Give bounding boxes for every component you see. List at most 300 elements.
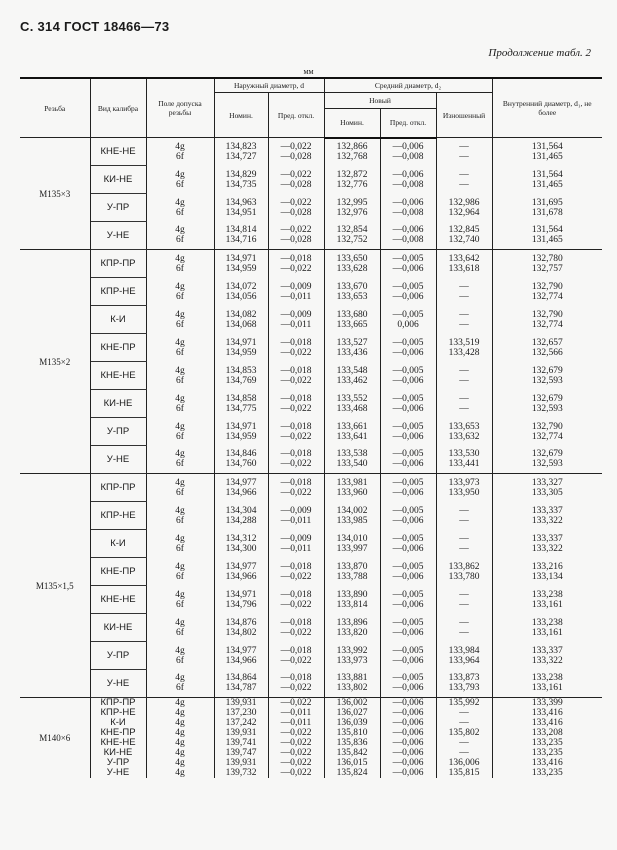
value: 133,642 — [448, 253, 480, 264]
value: —0,006 — [392, 459, 424, 470]
worn-cell — [436, 278, 492, 306]
value: 133,552 — [336, 393, 368, 404]
gauge-type-cell: КПР-ПР — [90, 474, 146, 502]
value: 133,216 — [531, 561, 563, 572]
value: 133,548 — [336, 365, 368, 376]
value: —0,018 — [280, 477, 312, 488]
value: —0,006 — [392, 515, 424, 526]
pitch-dev-cell — [380, 194, 436, 222]
pitch-nom-cell — [324, 390, 380, 418]
gauge-type-cell: К-И — [90, 530, 146, 558]
pitch-nom-cell: 135,842 — [324, 748, 380, 758]
outer-nom-cell: 139,931 — [214, 758, 268, 768]
header-pitch-diameter: Средний диаметр, d₂ — [324, 78, 492, 93]
value: 134,963 — [225, 197, 257, 208]
value: 133,881 — [336, 673, 368, 684]
value: — — [459, 599, 469, 610]
outer-nom-cell: 139,747 — [214, 748, 268, 758]
value: 134,971 — [225, 337, 257, 348]
value: 6f — [176, 515, 184, 526]
tolerance-cell — [146, 502, 214, 530]
value: 4g — [175, 505, 185, 516]
value: 131,564 — [531, 169, 563, 180]
value: —0,005 — [392, 309, 424, 320]
value: 4g — [175, 309, 185, 320]
table-row — [20, 362, 602, 390]
value: —0,008 — [392, 207, 424, 218]
value: —0,006 — [392, 655, 424, 666]
inner-diameter-cell — [492, 474, 602, 502]
value: —0,005 — [392, 449, 424, 460]
inner-diameter-cell: 133,399 — [492, 698, 602, 709]
gauge-type-cell: У-ПР — [90, 418, 146, 446]
value: 131,465 — [531, 151, 563, 162]
value: 4g — [175, 365, 185, 376]
value: 4g — [175, 169, 185, 180]
outer-dev-cell — [268, 194, 324, 222]
value: 133,238 — [531, 617, 563, 628]
outer-dev-cell: —0,022 — [268, 758, 324, 768]
value: —0,006 — [392, 347, 424, 358]
value: —0,008 — [392, 152, 424, 162]
value: 132,679 — [531, 393, 563, 404]
outer-dev-cell — [268, 614, 324, 642]
gauge-type-cell: К-И — [90, 306, 146, 334]
value: 133,322 — [531, 515, 563, 526]
tolerance-cell: 4g — [146, 738, 214, 748]
value: 134,977 — [225, 561, 257, 572]
value: —0,022 — [280, 655, 312, 666]
value: —0,006 — [392, 627, 424, 638]
inner-diameter-cell — [492, 166, 602, 194]
value: 133,628 — [336, 263, 368, 274]
outer-dev-cell: —0,022 — [268, 728, 324, 738]
table-row — [20, 194, 602, 222]
table-row — [20, 306, 602, 334]
value: 6f — [176, 263, 184, 274]
value: 4g — [175, 421, 185, 432]
outer-nom-cell — [214, 502, 268, 530]
value: 132,790 — [531, 309, 563, 320]
value: 4g — [175, 393, 185, 404]
value: 6f — [176, 487, 184, 498]
inner-diameter-cell — [492, 334, 602, 362]
value: —0,018 — [280, 449, 312, 460]
value: 133,538 — [336, 449, 368, 460]
value: 133,428 — [448, 347, 480, 358]
gauge-type-cell: КНЕ-ПР — [90, 558, 146, 586]
value: —0,009 — [280, 309, 312, 320]
value: —0,018 — [280, 421, 312, 432]
tolerance-cell: 4g — [146, 708, 214, 718]
gauge-type-cell: КПР-НЕ — [100, 707, 136, 718]
outer-nom-cell — [214, 530, 268, 558]
table-row — [20, 614, 602, 642]
outer-nom-cell — [214, 390, 268, 418]
value: —0,005 — [392, 673, 424, 684]
pitch-dev-cell: —0,006 — [380, 758, 436, 768]
value: 132,593 — [531, 375, 563, 386]
value: 134,760 — [225, 459, 257, 470]
inner-diameter-cell — [492, 614, 602, 642]
value: 133,322 — [531, 655, 563, 666]
pitch-nom-cell — [324, 334, 380, 362]
gauge-type-cell: КИ-НЕ — [90, 166, 146, 194]
outer-nom-cell — [214, 334, 268, 362]
pitch-dev-cell — [380, 138, 436, 166]
worn-cell — [436, 194, 492, 222]
value: —0,022 — [280, 683, 312, 694]
inner-diameter-cell — [492, 558, 602, 586]
value: 134,735 — [225, 179, 257, 190]
value: —0,005 — [392, 393, 424, 404]
value: 133,890 — [336, 589, 368, 600]
inner-diameter-cell — [492, 586, 602, 614]
value: 133,530 — [448, 449, 480, 460]
worn-cell — [436, 138, 492, 166]
value: 131,465 — [531, 179, 563, 190]
worn-cell — [436, 614, 492, 642]
value: 133,670 — [336, 281, 368, 292]
value: 133,820 — [336, 627, 368, 638]
value: 6f — [176, 431, 184, 442]
gauge-type-cell: У-ПР — [90, 642, 146, 670]
value: —0,005 — [392, 477, 424, 488]
value: —0,005 — [392, 505, 424, 516]
value: —0,022 — [280, 375, 312, 386]
inner-diameter-cell: 133,235 — [492, 768, 602, 778]
value: 134,823 — [225, 141, 257, 152]
value: 6f — [176, 235, 184, 246]
tolerance-cell — [146, 334, 214, 362]
outer-dev-cell: —0,022 — [268, 768, 324, 778]
value: —0,022 — [280, 403, 312, 414]
gauge-type-cell: У-НЕ — [90, 222, 146, 250]
value: 132,995 — [336, 197, 368, 208]
pitch-dev-cell: —0,006 — [380, 768, 436, 778]
value: — — [459, 319, 469, 330]
value: — — [459, 617, 469, 628]
pitch-dev-cell: —0,006 — [380, 748, 436, 758]
value: 133,665 — [336, 319, 368, 330]
pitch-dev-cell — [380, 670, 436, 698]
outer-dev-cell: —0,011 — [268, 718, 324, 728]
value: 133,305 — [531, 487, 563, 498]
outer-nom-cell — [214, 278, 268, 306]
value: —0,009 — [280, 533, 312, 544]
inner-diameter-cell — [492, 446, 602, 474]
value: 134,814 — [225, 225, 257, 236]
table-row — [20, 708, 602, 718]
value: 134,312 — [225, 533, 257, 544]
worn-cell — [436, 530, 492, 558]
value: 133,238 — [531, 589, 563, 600]
value: 133,964 — [448, 655, 480, 666]
value: — — [459, 141, 469, 152]
tolerance-cell — [146, 446, 214, 474]
pitch-nom-cell: 136,027 — [324, 708, 380, 718]
value: 6f — [176, 151, 184, 162]
value: 131,465 — [531, 235, 563, 246]
pitch-dev-cell — [380, 642, 436, 670]
value: —0,006 — [392, 291, 424, 302]
inner-diameter-cell — [492, 194, 602, 222]
value: —0,006 — [392, 487, 424, 498]
gauge-type-cell: КПР-НЕ — [90, 502, 146, 530]
value: —0,028 — [280, 235, 312, 246]
tolerance-cell — [146, 614, 214, 642]
header-thread: Резьба — [20, 78, 90, 138]
value: 133,992 — [336, 645, 368, 656]
value: 134,959 — [225, 347, 257, 358]
pitch-nom-cell — [324, 194, 380, 222]
pitch-nom-cell — [324, 166, 380, 194]
gauge-dimensions-table — [20, 77, 602, 778]
value: —0,005 — [392, 645, 424, 656]
gauge-type-cell: КПР-НЕ — [90, 278, 146, 306]
pitch-dev-cell — [380, 390, 436, 418]
value: 133,680 — [336, 309, 368, 320]
value: 134,846 — [225, 449, 257, 460]
value: 134,304 — [225, 505, 257, 516]
value: 133,618 — [448, 263, 480, 274]
value: 134,977 — [225, 477, 257, 488]
thread-label: M135×3 — [20, 138, 90, 250]
thread-label: M135×2 — [20, 250, 90, 474]
tolerance-cell — [146, 306, 214, 334]
value: 132,790 — [531, 421, 563, 432]
units-label: мм — [303, 67, 314, 76]
pitch-nom-cell — [324, 614, 380, 642]
value: 134,072 — [225, 281, 257, 292]
pitch-dev-cell — [380, 558, 436, 586]
pitch-dev-cell — [380, 222, 436, 250]
value: —0,006 — [392, 142, 424, 152]
pitch-dev-cell — [380, 446, 436, 474]
thread-group — [20, 138, 602, 250]
outer-dev-cell — [268, 586, 324, 614]
outer-dev-cell — [268, 558, 324, 586]
inner-diameter-cell: 133,235 — [492, 748, 602, 758]
value: 134,802 — [225, 627, 257, 638]
value: 6f — [176, 375, 184, 386]
tolerance-cell — [146, 138, 214, 166]
outer-nom-cell — [214, 446, 268, 474]
pitch-dev-cell: —0,006 — [380, 708, 436, 718]
inner-diameter-cell — [492, 278, 602, 306]
value: —0,006 — [392, 543, 424, 554]
value: 133,984 — [448, 645, 480, 656]
tolerance-cell — [146, 642, 214, 670]
outer-dev-cell: —0,011 — [268, 708, 324, 718]
value: 4g — [175, 477, 185, 488]
worn-cell — [436, 558, 492, 586]
value: —0,005 — [392, 253, 424, 264]
value: 133,468 — [336, 403, 368, 414]
value: 6f — [176, 403, 184, 414]
value: 6f — [176, 599, 184, 610]
table-row — [20, 502, 602, 530]
pitch-nom-cell: 135,836 — [324, 738, 380, 748]
value: — — [459, 375, 469, 386]
value: —0,005 — [392, 617, 424, 628]
value: 6f — [176, 571, 184, 582]
value: 132,866 — [336, 142, 368, 152]
outer-nom-cell: 139,741 — [214, 738, 268, 748]
worn-cell — [436, 334, 492, 362]
value: 134,010 — [336, 533, 368, 544]
tolerance-cell — [146, 390, 214, 418]
value: 131,564 — [531, 225, 563, 236]
inner-diameter-cell: 133,416 — [492, 758, 602, 768]
table-row — [20, 558, 602, 586]
value: 133,985 — [336, 515, 368, 526]
value: 133,161 — [531, 683, 563, 694]
pitch-dev-cell — [380, 362, 436, 390]
value: 132,986 — [448, 197, 480, 208]
worn-cell: — — [436, 708, 492, 718]
worn-cell — [436, 670, 492, 698]
pitch-dev-cell: —0,006 — [380, 738, 436, 748]
value: 134,769 — [225, 375, 257, 386]
gauge-type-cell: У-ПР — [106, 757, 130, 768]
tolerance-cell — [146, 166, 214, 194]
value: 133,981 — [336, 477, 368, 488]
worn-cell — [436, 362, 492, 390]
value: 4g — [175, 617, 185, 628]
value: 132,593 — [531, 403, 563, 414]
value: 6f — [176, 543, 184, 554]
value: —0,005 — [392, 365, 424, 376]
pitch-nom-cell — [324, 558, 380, 586]
outer-dev-cell — [268, 306, 324, 334]
outer-dev-cell — [268, 530, 324, 558]
tolerance-cell — [146, 474, 214, 502]
value: 4g — [175, 337, 185, 348]
value: —0,018 — [280, 589, 312, 600]
value: 6f — [176, 319, 184, 330]
pitch-nom-cell — [324, 418, 380, 446]
table-row — [20, 586, 602, 614]
worn-cell: 135,815 — [436, 768, 492, 778]
outer-nom-cell — [214, 362, 268, 390]
value: 6f — [176, 207, 184, 218]
value: — — [459, 281, 469, 292]
value: 4g — [175, 141, 185, 152]
outer-nom-cell — [214, 166, 268, 194]
value: 134,727 — [225, 151, 257, 162]
tolerance-cell: 4g — [146, 698, 214, 709]
page-header: С. 314 ГОСТ 18466—73 — [20, 19, 170, 34]
value: 132,593 — [531, 459, 563, 470]
outer-nom-cell — [214, 306, 268, 334]
value: 134,876 — [225, 617, 257, 628]
outer-nom-cell — [214, 194, 268, 222]
gauge-type-cell: У-ПР — [90, 194, 146, 222]
outer-dev-cell — [268, 642, 324, 670]
tolerance-cell: 4g — [146, 758, 214, 768]
tolerance-cell — [146, 250, 214, 278]
outer-nom-cell — [214, 642, 268, 670]
tolerance-cell — [146, 194, 214, 222]
value: 133,527 — [336, 337, 368, 348]
pitch-dev-cell — [380, 250, 436, 278]
value: —0,011 — [280, 319, 312, 330]
value: 0,006 — [397, 319, 419, 330]
inner-diameter-cell — [492, 418, 602, 446]
table-row — [20, 166, 602, 194]
value: — — [459, 151, 469, 162]
value: — — [459, 169, 469, 180]
pitch-nom-cell: 135,824 — [324, 768, 380, 778]
value: 132,964 — [448, 207, 480, 218]
value: 131,564 — [531, 141, 563, 152]
value: 6f — [176, 459, 184, 470]
value: —0,018 — [280, 337, 312, 348]
value: 133,870 — [336, 561, 368, 572]
value: —0,018 — [280, 645, 312, 656]
value: 4g — [175, 645, 185, 656]
value: —0,006 — [392, 263, 424, 274]
inner-diameter-cell — [492, 250, 602, 278]
value: —0,022 — [280, 487, 312, 498]
value: — — [459, 309, 469, 320]
value: 133,519 — [448, 337, 480, 348]
value: 4g — [175, 673, 185, 684]
value: 133,862 — [448, 561, 480, 572]
value: 133,780 — [448, 571, 480, 582]
value: 134,977 — [225, 645, 257, 656]
outer-dev-cell — [268, 278, 324, 306]
value: 134,971 — [225, 589, 257, 600]
outer-nom-cell: 139,732 — [214, 768, 268, 778]
value: 133,322 — [531, 543, 563, 554]
value: 133,650 — [336, 253, 368, 264]
table-row — [20, 222, 602, 250]
worn-cell: 135,992 — [436, 698, 492, 709]
pitch-dev-cell — [380, 530, 436, 558]
value: 134,951 — [225, 207, 257, 218]
value: — — [459, 515, 469, 526]
value: 134,056 — [225, 291, 257, 302]
header-worn: Изношенный — [436, 93, 492, 138]
value: 134,775 — [225, 403, 257, 414]
table-row — [20, 390, 602, 418]
table-header — [20, 78, 602, 138]
value: —0,018 — [280, 673, 312, 684]
table-row — [20, 474, 602, 502]
value: —0,022 — [280, 431, 312, 442]
outer-nom-cell — [214, 418, 268, 446]
value: —0,006 — [392, 571, 424, 582]
inner-diameter-cell: 133,208 — [492, 728, 602, 738]
pitch-dev-cell — [380, 278, 436, 306]
outer-nom-cell — [214, 558, 268, 586]
value: —0,022 — [280, 141, 312, 152]
value: —0,009 — [280, 505, 312, 516]
value: 132,757 — [531, 263, 563, 274]
value: 133,653 — [448, 421, 480, 432]
value: —0,005 — [392, 533, 424, 544]
worn-cell — [436, 166, 492, 194]
value: 4g — [175, 589, 185, 600]
worn-cell — [436, 222, 492, 250]
outer-nom-cell: 137,242 — [214, 718, 268, 728]
value: 4g — [175, 561, 185, 572]
value: — — [459, 179, 469, 190]
pitch-nom-cell — [324, 446, 380, 474]
value: —0,006 — [392, 375, 424, 386]
